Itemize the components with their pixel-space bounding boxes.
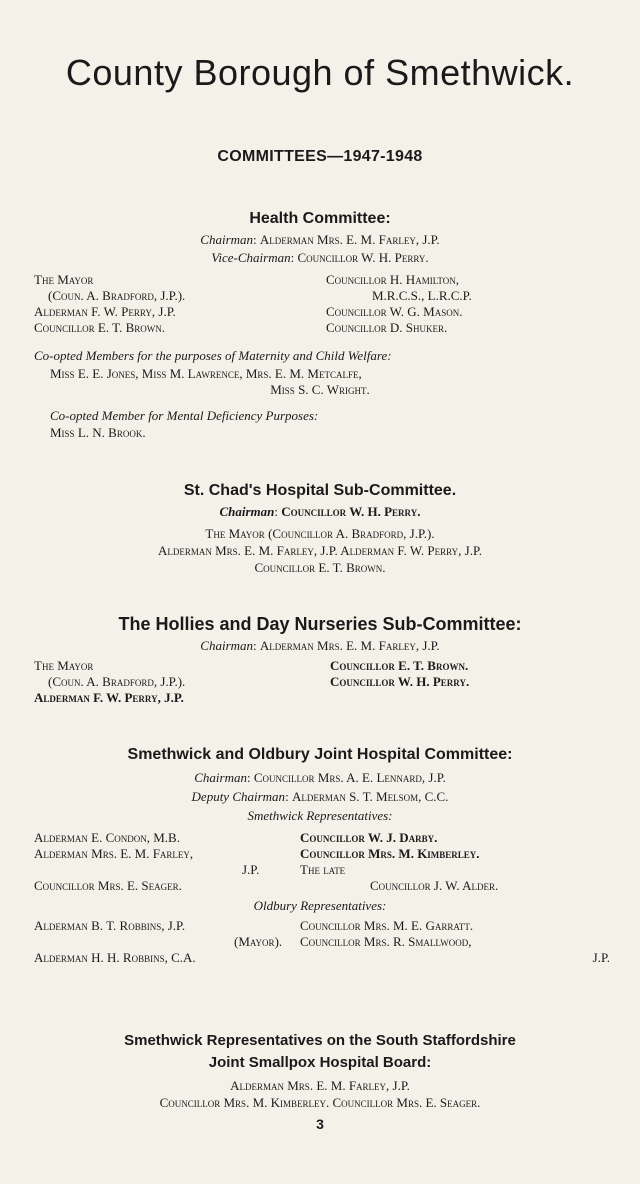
- hollies-heading: The Hollies and Day Nurseries Sub-Committee:: [118, 614, 522, 634]
- oldbury-representatives-heading: Oldbury Representatives:: [253, 898, 387, 913]
- joint-deputy-label: Deputy Chairman: [191, 789, 286, 804]
- member: Councillor W. G. Mason.: [326, 304, 463, 319]
- hollies-chairman-label: Chairman: [200, 638, 254, 653]
- member: Alderman H. H. Robbins, C.A.: [34, 950, 196, 965]
- smethwick-reps-right: [300, 830, 498, 894]
- oldbury-reps-right: [300, 918, 610, 966]
- st-chads-member-line: The Mayor (Councillor A. Bradford, J.P.).: [205, 526, 435, 541]
- smallpox-member-line: Councillor Mrs. M. Kimberley. Councillor Mrs. E. Seager.: [159, 1095, 481, 1110]
- st-chads-heading: St. Chad's Hospital Sub-Committee.: [183, 482, 457, 499]
- st-chads-chairman: Chairman: Councillor W. H. Perry.: [219, 504, 421, 519]
- health-vice-chairman: Vice-Chairman: Councillor W. H. Perry.: [211, 250, 429, 265]
- member: Councillor W. J. Darby.: [300, 830, 438, 845]
- page-subtitle: COMMITTEES—1947-1948: [217, 148, 423, 165]
- smallpox-board-heading: Smethwick Representatives on the South Staffordshire: [124, 1032, 516, 1049]
- joint-chairman: Chairman: Councillor Mrs. A. E. Lennard, J.P.: [194, 770, 446, 785]
- health-chairman: Chairman: Alderman Mrs. E. M. Farley, J.P.: [200, 232, 440, 247]
- hollies-members-left: [34, 658, 185, 706]
- st-chads-chairman-label: Chairman: [219, 504, 275, 519]
- hollies-members-right: [330, 658, 469, 690]
- member: Councillor H. Hamilton,: [326, 272, 459, 287]
- joint-deputy-chairman: Deputy Chairman: Alderman S. T. Melsom, C.C.: [191, 789, 449, 804]
- page-title: County Borough of Smethwick.: [65, 52, 575, 93]
- member: Councillor J. W. Alder.: [370, 878, 499, 893]
- mental-deficiency-heading: Co-opted Member for Mental Deficiency Purposes:: [50, 408, 319, 423]
- st-chads-member-line: Alderman Mrs. E. M. Farley, J.P. Alderman F. W. Perry, J.P.: [157, 543, 483, 558]
- member: Alderman E. Condon, M.B.: [34, 830, 180, 845]
- page-number: 3: [316, 1116, 324, 1132]
- member: Alderman F. W. Perry, J.P.: [34, 690, 184, 705]
- st-chads-member-line: Councillor E. T. Brown.: [254, 560, 386, 575]
- member: M.R.C.S., L.R.C.P.: [372, 288, 472, 303]
- health-vice-name: Councillor W. H. Perry.: [297, 250, 429, 265]
- joint-hospital-heading: Smethwick and Oldbury Joint Hospital Committee:: [127, 746, 513, 763]
- hollies-chairman: Chairman: Alderman Mrs. E. M. Farley, J.P.: [200, 638, 440, 653]
- member: Councillor W. H. Perry.: [330, 674, 470, 689]
- mental-deficiency-member: Miss L. N. Brook.: [50, 425, 146, 440]
- st-chads-chairman-name: Councillor W. H. Perry.: [281, 504, 421, 519]
- member: Councillor Mrs. M. Kimberley.: [300, 846, 480, 861]
- member: Alderman B. T. Robbins, J.P.: [34, 918, 186, 933]
- member: (Coun. A. Bradford, J.P.).: [48, 288, 186, 303]
- joint-chairman-label: Chairman: [194, 770, 247, 785]
- health-members-right: [326, 272, 472, 336]
- health-coopted-heading: Co-opted Members for the purposes of Maternity and Child Welfare:: [34, 348, 392, 363]
- member: (Coun. A. Bradford, J.P.).: [48, 674, 186, 689]
- member: Councillor D. Shuker.: [326, 320, 448, 335]
- health-chairman-label: Chairman: [200, 232, 254, 247]
- smethwick-representatives-heading: Smethwick Representatives:: [247, 808, 393, 823]
- joint-deputy-name: Alderman S. T. Melsom, C.C.: [291, 789, 449, 804]
- smallpox-board-heading: Joint Smallpox Hospital Board:: [208, 1054, 432, 1071]
- member: The late: [300, 862, 346, 877]
- member: J.P.: [242, 862, 260, 877]
- member: Alderman Mrs. E. M. Farley,: [34, 846, 194, 861]
- member: Alderman F. W. Perry, J.P.: [34, 304, 176, 319]
- smallpox-member-line: Alderman Mrs. E. M. Farley, J.P.: [230, 1078, 410, 1093]
- member: Councillor Mrs. M. E. Garratt.: [300, 918, 474, 933]
- health-members-left: [34, 272, 185, 336]
- hollies-chairman-name: Alderman Mrs. E. M. Farley, J.P.: [259, 638, 440, 653]
- member: The Mayor: [34, 658, 94, 673]
- member: Councillor Mrs. E. Seager.: [34, 878, 182, 893]
- oldbury-reps-left: [34, 918, 282, 966]
- member: J.P.: [592, 950, 610, 965]
- smethwick-reps-left: [34, 830, 259, 894]
- health-coopted-line: Miss S. C. Wright.: [270, 382, 370, 397]
- health-committee-heading: Health Committee:: [249, 210, 391, 227]
- member: The Mayor: [34, 272, 94, 287]
- member: Councillor Mrs. R. Smallwood,: [300, 934, 472, 949]
- member: (Mayor).: [234, 934, 283, 949]
- joint-chairman-name: Councillor Mrs. A. E. Lennard, J.P.: [253, 770, 446, 785]
- health-coopted-line: Miss E. E. Jones, Miss M. Lawrence, Mrs. E. M. Metcalfe,: [50, 366, 362, 381]
- health-chairman-name: Alderman Mrs. E. M. Farley, J.P.: [259, 232, 440, 247]
- health-vice-label: Vice-Chairman: [211, 250, 291, 265]
- member: Councillor E. T. Brown.: [34, 320, 166, 335]
- member: Councillor E. T. Brown.: [330, 658, 469, 673]
